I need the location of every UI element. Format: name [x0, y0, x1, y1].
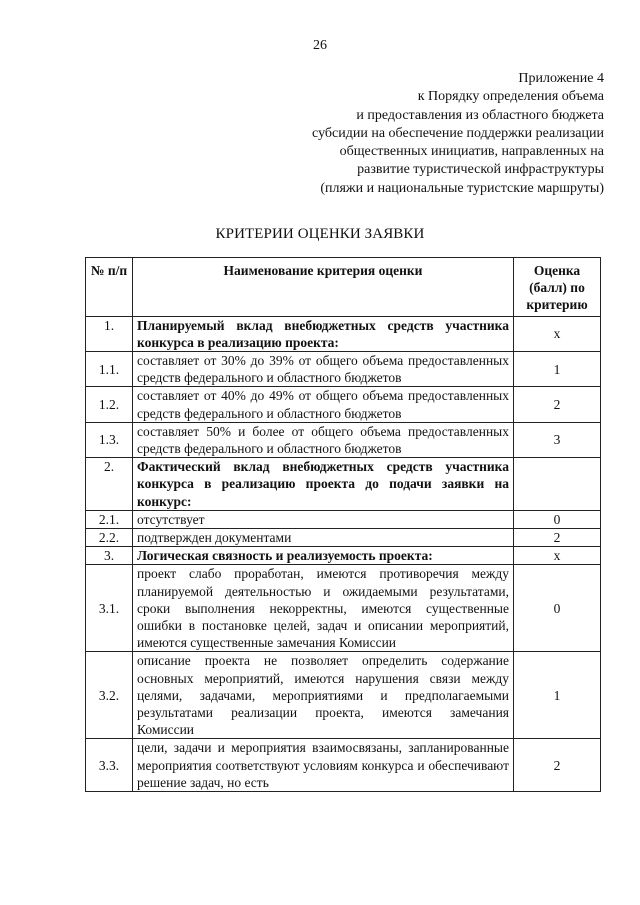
table-row [86, 510, 601, 528]
appendix-line: общественных инициатив, направленных на [339, 144, 604, 160]
row-score: 2 [514, 529, 601, 547]
row-criterion: подтвержден документами [133, 529, 514, 547]
row-criterion: цели, задачи и мероприятия взаимосвязаны, запланированные мероприятия соответствуют условиям конкурса и обеспечивают решение задач, но есть [133, 739, 514, 792]
row-score: 3 [514, 422, 601, 457]
row-num: 3. [86, 547, 133, 565]
appendix-note [312, 70, 604, 198]
table-row [86, 529, 601, 547]
header-name: Наименование критерия оценки [133, 258, 514, 317]
row-num: 1. [86, 316, 133, 351]
table-row [86, 387, 601, 422]
row-criterion: Фактический вклад внебюджетных средств участника конкурса в реализацию проекта до подачи заявки на конкурс: [133, 458, 514, 511]
row-num: 1.3. [86, 422, 133, 457]
row-score: 0 [514, 510, 601, 528]
row-num: 3.2. [86, 652, 133, 739]
document-title: КРИТЕРИИ ОЦЕНКИ ЗАЯВКИ [215, 226, 425, 242]
row-num: 2. [86, 458, 133, 511]
table-row [86, 458, 601, 511]
appendix-line: (пляжи и национальные туристские маршруты) [320, 180, 604, 196]
row-score: x [514, 316, 601, 351]
appendix-line: и предоставления из областного бюджета [356, 107, 604, 123]
table-row [86, 352, 601, 387]
row-criterion: проект слабо проработан, имеются противоречия между планируемой деятельностью и ожидаемыми результатами, сроки выполнения некорректны, имеются существенные ошибки в постановке целей, задач и описании мероприятий, имеются существенные замечания Комиссии [133, 565, 514, 652]
row-criterion: составляет 50% и более от общего объема предоставленных средств федерального и областного бюджетов [133, 422, 514, 457]
row-score: x [514, 547, 601, 565]
criteria-body [86, 316, 601, 791]
row-criterion: составляет от 30% до 39% от общего объема предоставленных средств федерального и областного бюджетов [133, 352, 514, 387]
row-num: 2.1. [86, 510, 133, 528]
row-criterion: составляет от 40% до 49% от общего объема предоставленных средств федерального и областного бюджетов [133, 387, 514, 422]
table-row [86, 422, 601, 457]
table-row [86, 316, 601, 351]
table-row [86, 652, 601, 739]
row-criterion: отсутствует [133, 510, 514, 528]
row-num: 1.2. [86, 387, 133, 422]
row-criterion: описание проекта не позволяет определить содержание основных мероприятий, имеются нарушения связи между целями, задачами, мероприятиями и предполагаемыми результатами реализации проекта, имеются замечания Комиссии [133, 652, 514, 739]
row-num: 3.1. [86, 565, 133, 652]
appendix-line: Приложение 4 [518, 71, 604, 86]
criteria-table [85, 257, 601, 792]
appendix-line: субсидии на обеспечение поддержки реализации [312, 125, 604, 141]
row-num: 3.3. [86, 739, 133, 792]
table-row [86, 565, 601, 652]
row-score: 2 [514, 739, 601, 792]
table-header-row [86, 258, 601, 317]
row-score: 1 [514, 652, 601, 739]
header-score: Оценка (балл) по критерию [514, 258, 601, 317]
row-num: 1.1. [86, 352, 133, 387]
row-score: 2 [514, 387, 601, 422]
table-row [86, 547, 601, 565]
page-number: 26 [313, 38, 327, 53]
header-num: № п/п [86, 258, 133, 317]
row-criterion: Планируемый вклад внебюджетных средств участника конкурса в реализацию проекта: [133, 316, 514, 351]
row-score [514, 458, 601, 511]
appendix-line: к Порядку определения объема [417, 89, 604, 105]
table-row [86, 739, 601, 792]
appendix-line: развитие туристической инфраструктуры [357, 162, 604, 178]
row-score: 0 [514, 565, 601, 652]
row-score: 1 [514, 352, 601, 387]
row-criterion: Логическая связность и реализуемость проекта: [133, 547, 514, 565]
row-num: 2.2. [86, 529, 133, 547]
